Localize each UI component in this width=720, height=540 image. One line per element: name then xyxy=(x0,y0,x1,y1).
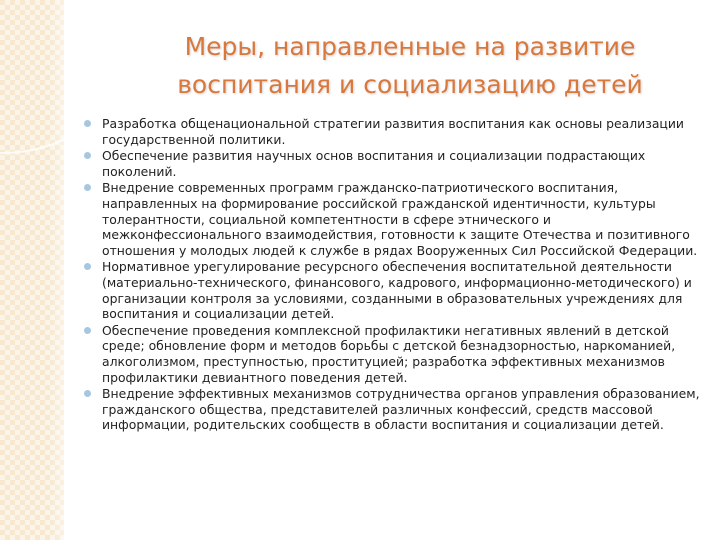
list-item-text: Разработка общенациональной стратегии развития воспитания как основы реализации государственной политики. xyxy=(102,116,684,147)
list-item xyxy=(82,386,714,433)
slide-title: Меры, направленные на развитие воспитания и социализацию детей xyxy=(177,32,643,99)
list-item-text: Нормативное урегулирование ресурсного обеспечения воспитательной деятельности (материально-технического, финансового, кадрового, информационно-методического) и организации контроля за условиями, созданными в образовательных учреждениях для воспитания и социализации детей. xyxy=(102,259,692,322)
list-item-text: Обеспечение проведения комплексной профилактики негативных явлений в детской среде; обновление форм и методов борьбы с детской безнадзорностью, наркоманией, алкоголизмом, преступностью, проституцией; разработка эффективных механизмов профилактики девиантного поведения детей. xyxy=(102,322,676,385)
bullet-icon xyxy=(84,327,91,334)
bullet-icon xyxy=(84,152,91,159)
list-item xyxy=(82,116,714,147)
bullet-icon xyxy=(84,390,91,397)
list-item xyxy=(82,180,714,258)
bullet-icon xyxy=(84,184,91,191)
bullet-list xyxy=(82,116,714,434)
list-item-text: Внедрение современных программ гражданско-патриотического воспитания, направленных на формирование российской гражданской идентичности, культуры толерантности, социальной компетентности в сфере этнического и межконфессионального взаимодействия, готовности к защите Отечества и позитивного отношения у молодых людей к службе в рядах Вооруженных Сил Российской Федерации. xyxy=(102,180,698,258)
list-item xyxy=(82,323,714,385)
bullet-icon xyxy=(84,120,91,127)
list-item xyxy=(82,148,714,179)
list-item-text: Обеспечение развития научных основ воспитания и социализации подрастающих поколений. xyxy=(102,148,646,179)
bullet-icon xyxy=(84,263,91,270)
list-item xyxy=(82,259,714,321)
list-item-text: Внедрение эффективных механизмов сотрудничества органов управления образованием, гражданского общества, представителей различных конфессий, средств массовой информации, родительских сообществ в области воспитания и социализации детей. xyxy=(102,386,700,433)
